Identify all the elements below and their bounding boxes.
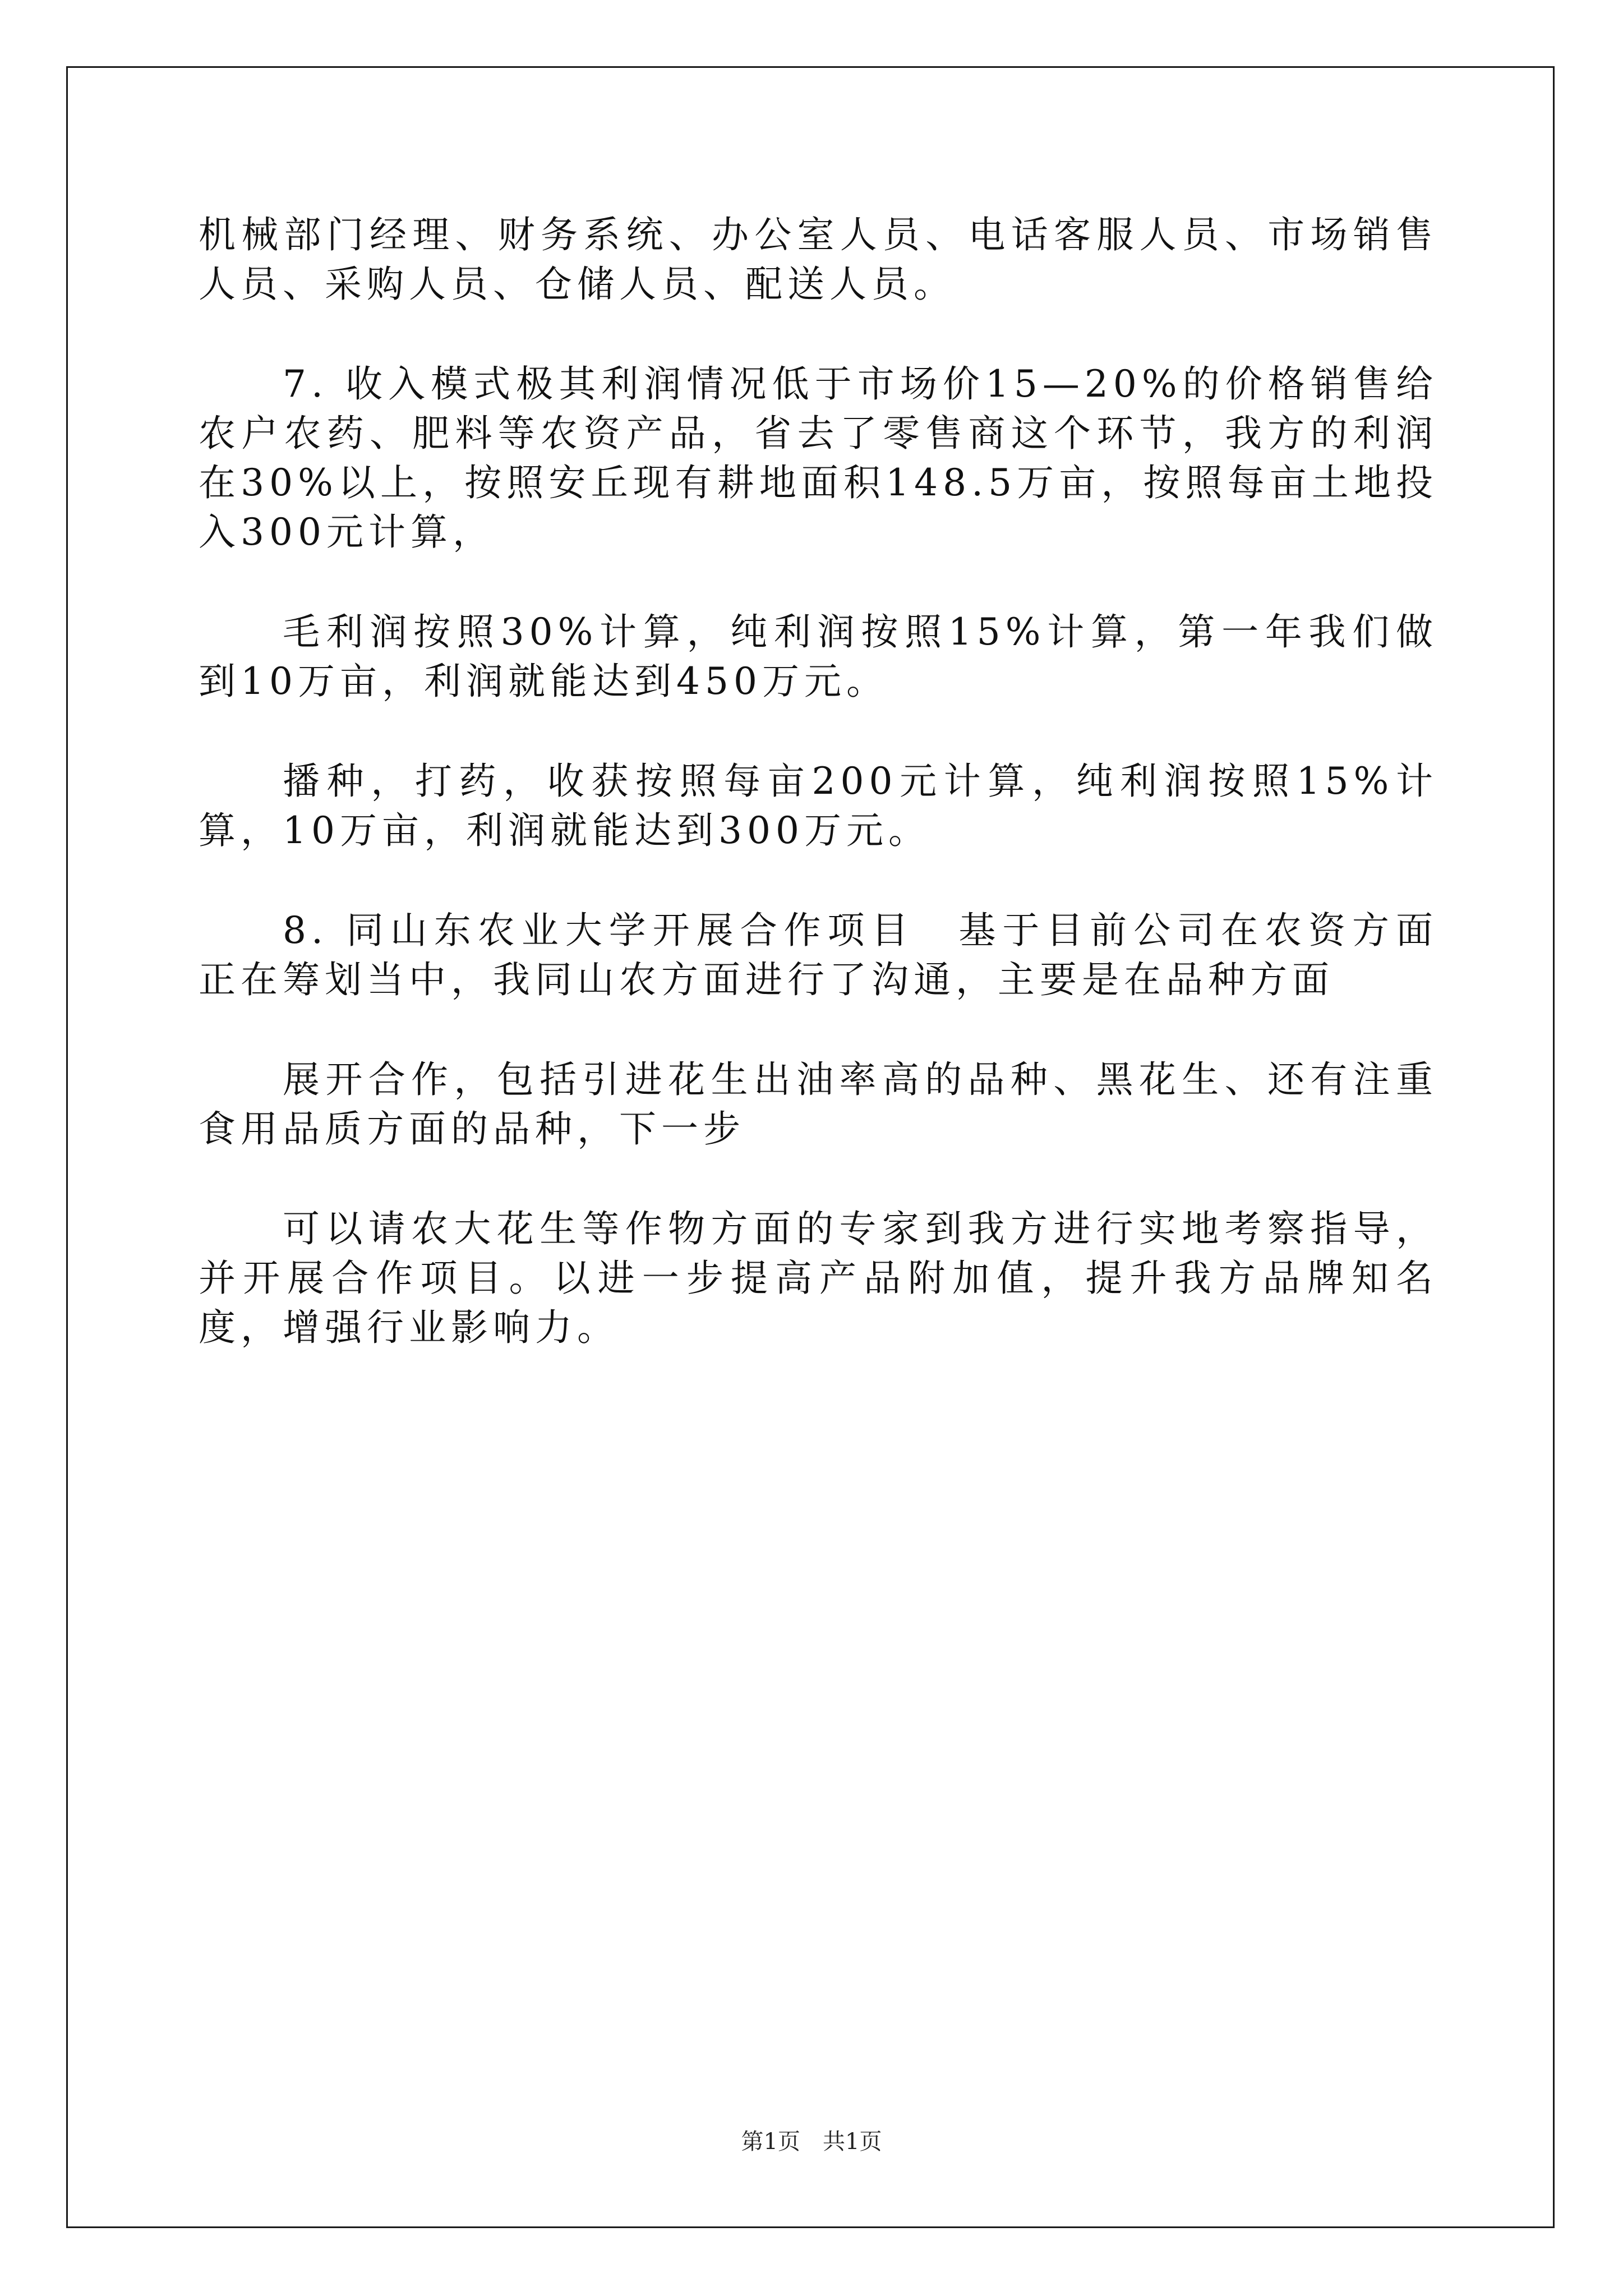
paragraph-5: 8. 同山东农业大学开展合作项目 基于目前公司在农资方面正在筹划当中，我同山农方面进行了沟通，主要是在品种方面 [199, 909, 1438, 1001]
page-total: 共1页 [823, 2129, 882, 2155]
page-footer [0, 2124, 1623, 2156]
paragraph-4: 播种，打药，收获按照每亩200元计算，纯利润按照15%计算，10万亩，利润就能达到300万元。 [199, 760, 1438, 852]
paragraph-3: 毛利润按照30%计算，纯利润按照15%计算，第一年我们做到10万亩，利润就能达到450万元。 [199, 610, 1438, 703]
paragraph-7: 可以请农大花生等作物方面的专家到我方进行实地考察指导，并开展合作项目。以进一步提高产品附加值，提升我方品牌知名度，增强行业影响力。 [199, 1207, 1438, 1349]
paragraph-6: 展开合作，包括引进花生出油率高的品种、黑花生、还有注重食用品质方面的品种，下一步 [199, 1058, 1438, 1151]
document-body [199, 210, 1438, 1403]
paragraph-2: 7. 收入模式极其利润情况低于市场价15—20%的价格销售给农户农药、肥料等农资产品，省去了零售商这个环节，我方的利润在30%以上，按照安丘现有耕地面积148.5万亩，按照每亩土地投入300元计算， [199, 362, 1438, 554]
page-number: 第1页 [741, 2129, 800, 2155]
paragraph-1: 机械部门经理、财务系统、办公室人员、电话客服人员、市场销售人员、采购人员、仓储人员、配送人员。 [199, 213, 1438, 306]
